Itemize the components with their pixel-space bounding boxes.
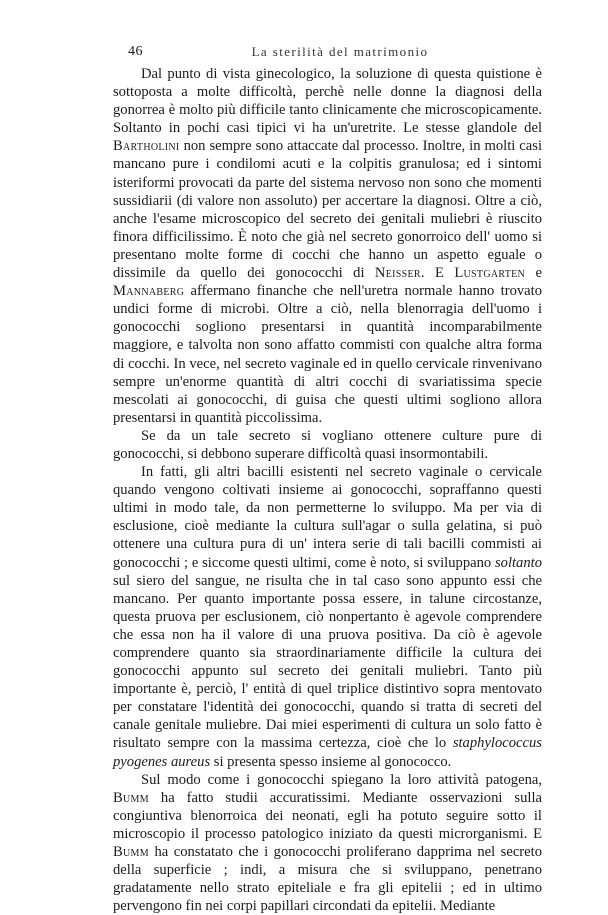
text-run: Sul modo come i gonococchi spiegano la loro attività patogena, <box>141 771 542 788</box>
running-head-title: La sterilità del matrimonio <box>251 44 429 59</box>
author-name: Neisser <box>374 265 421 282</box>
text-run: . E <box>420 265 455 282</box>
text-run: Se da un tale secreto si vogliano ottenere culture pure di gonococchi, si debbono superare difficoltà quasi insormontabili. <box>113 427 542 462</box>
text-run: ha constatato che i gonococchi proliferano dapprima nel secreto della superficie ; indi, a misura che si sviluppano, penetrano gradatamente nello strato epiteliale e fra gli epitelii ; ed in ultimo pervengono fin nei corpi papillari circondati da epitelii. Mediante <box>113 844 542 915</box>
text-run: non sempre sono attaccate dal processo. Inoltre, in molti casi mancano pure i condilomi acuti e la colpitis granulosa; ed i sintomi isteriformi provocati da parte del sistema nervoso non sono che momenti sussidiarii (di valore non assoluto) per accertare la diagnosi. Oltre a ciò, anche l'esame microscopico del secreto dei genitali muliebri è riuscito finora difficilissimo. È noto che già nel secreto gonorroico dell' uomo si presentano molte forme di cocchi che hanno un aspetto eguale o dissimile da quello dei gonococchi di <box>113 138 542 282</box>
text-run: Dal punto di vista ginecologico, la soluzione di questa quistione è sottoposta a molte difficoltà, perchè nelle donne la diagnosi della gonorrea è molto più difficile tanto clinicamente che microscopicamente. Soltanto in pochi casi tipici vi ha un'uretrite. Le stesse glandole del <box>113 66 542 137</box>
author-name: Bumm <box>113 789 149 806</box>
text-run: affermano finanche che nell'uretra normale hanno trovato undici forme di microbi. Oltre a ciò, nella blenorragia dell'uomo i gonococchi sogliono presentarsi in quantità incomparabilmente maggiore, e talvolta non sono affatto commisti con qualche altra forma di cocchi. In vece, nel secreto vaginale ed in quello cervicale rinvenivano sempre un'enorme quantità di altri cocchi di svariatissima specie mescolati ai gonococchi, di guisa che questi ultimi sogliono allora presentarsi in quantità piccolissima. <box>113 283 542 426</box>
text-run: In fatti, gli altri bacilli esistenti nel secreto vaginale o cervicale quando vengono coltivati insieme ai gonococchi, sopraffanno questi ultimi in modo tale, da non permetterne lo sviluppo. Ma per via di esclusione, cioè mediante la cultura sull'agar o sulla gelatina, si può ottenere una cultura pura di un' intera serie di tali bacilli commisti ai gonococchi ; e siccome questi ultimi, come è noto, si sviluppano <box>113 464 542 571</box>
author-name: Bumm <box>113 844 149 861</box>
italic-term: staphylococcus pyogenes aureus <box>113 735 542 770</box>
text-run: sul siero del sangue, ne risulta che in tal caso sono appunto essi che mancano. Per quanto importante possa essere, in talune circostanze, questa pruova per esclusionem, ciò nonpertanto è agevole comprendere che essa non ha il valore di una pruova positiva. Da ciò è agevole comprendere quanto sia straordinariamente difficile la cultura dei gonococchi appunto sul secreto dei genitali muliebri. Tanto più importante è, perciò, l' entità di quel triplice distintivo sopra mentovato per constatare l'identità dei gonococchi, quando si tratta di secreti del canale genitale muliebre. Dai miei esperimenti di cultura un solo fatto è risultato sempre con la massima certezza, cioè che lo <box>113 572 542 752</box>
italic-term: soltanto <box>494 554 542 571</box>
page-number: 46 <box>128 44 143 59</box>
author-name: Lustgarten <box>454 265 526 282</box>
body-text <box>113 65 542 915</box>
author-name: Bartholini <box>113 138 180 155</box>
author-name: Mannaberg <box>113 283 185 300</box>
paragraph-3 <box>113 463 542 771</box>
text-run: e <box>525 265 542 282</box>
paragraph-1 <box>113 65 542 427</box>
paragraph-4 <box>113 771 542 915</box>
paragraph-2 <box>113 427 542 463</box>
text-run: si presenta spesso insieme al gonococco. <box>210 753 452 770</box>
text-run: ha fatto studii accuratissimi. Mediante osservazioni sulla congiuntiva blenorroica dei neonati, egli ha potuto seguire sotto il microscopio il processo patologico iniziato da questi microrganismi. E <box>113 789 542 842</box>
